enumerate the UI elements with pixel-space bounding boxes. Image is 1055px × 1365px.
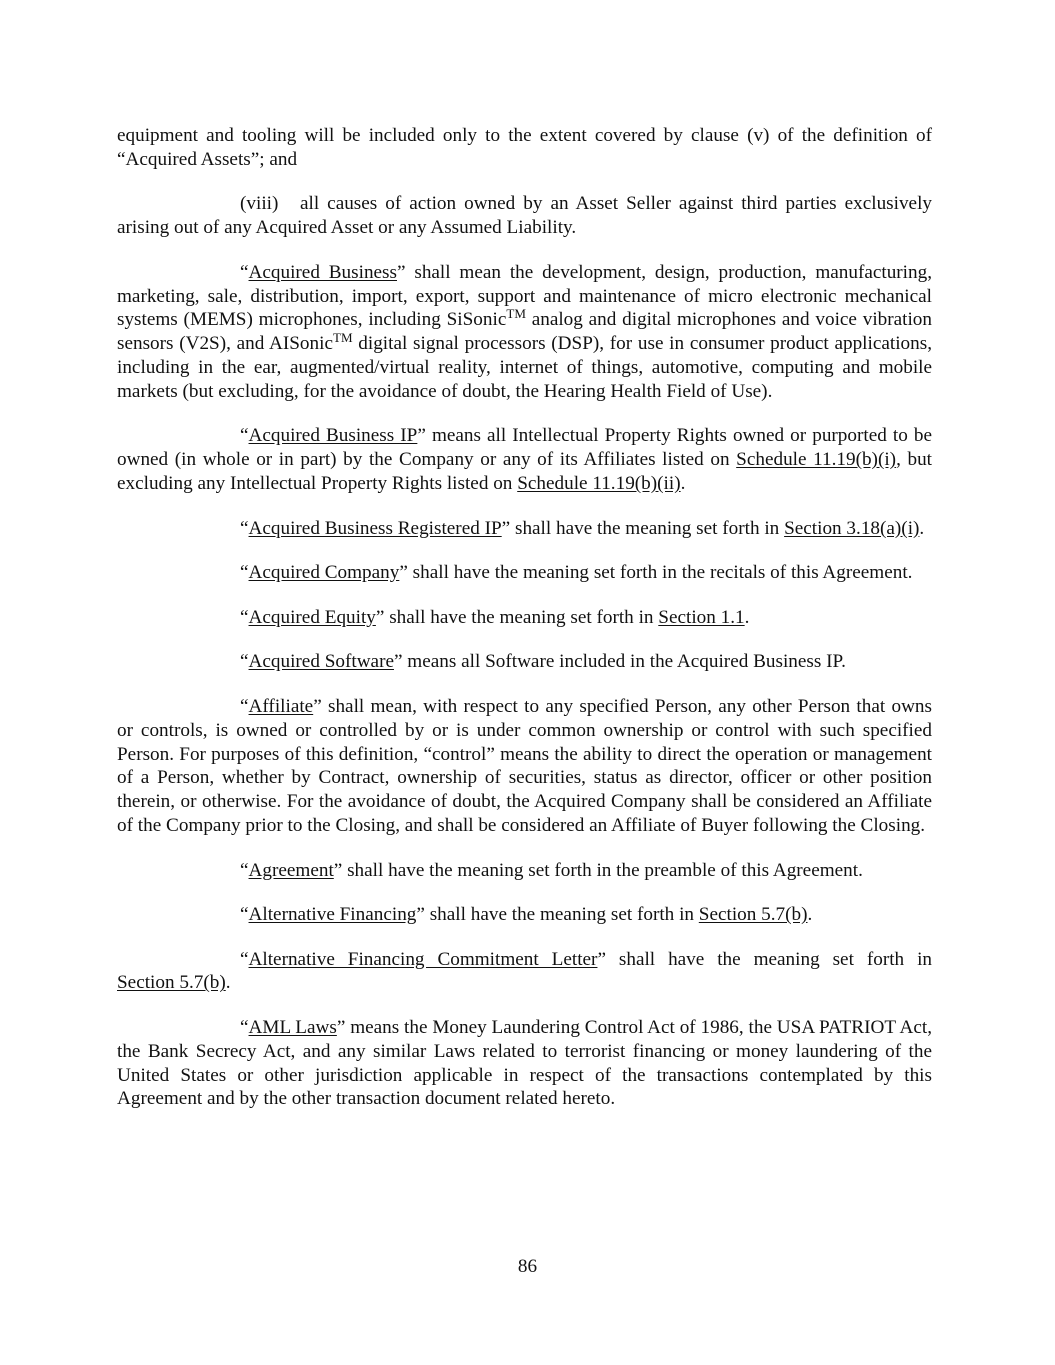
definition-acquired-business: “Acquired Business” shall mean the development, design, production, manufacturing, marketing, sale, distribution, import, export, support and maintenance of micro electronic mechanical systems (MEMS) microphones, including SiSonic™ analog and digital microphones and voice vibration sensors (V2S), and AISonic™ digital signal processors (DSP), for use in consumer product applications, including in the ear, augmented/virtual reality, internet of things, automotive, computing and mobile markets (but excluding, for the avoidance of doubt, the Hearing Health Field of Use).: [117, 261, 932, 402]
defined-term: Alternative Financing Commitment Letter: [248, 948, 598, 970]
definition-text: , but excluding any Intellectual Property Rights listed on: [117, 449, 932, 494]
definition-acquired-company: “Acquired Company” shall have the meaning set forth in the recitals of this Agreement.: [240, 562, 913, 584]
defined-term: Agreement: [248, 859, 334, 881]
definition-affiliate: “Affiliate” shall mean, with respect to any specified Person, any other Person that owns or controls, is owned or controlled by or is under common ownership or control with such specified Person. For purposes of this definition, “control” means the ability to direct the operation or management of a Person, whether by Contract, ownership of securities, status as director, officer or other position therein, or otherwise. For the avoidance of doubt, the Acquired Company shall be considered an Affiliate of the Company prior to the Closing, and shall be considered an Affiliate of Buyer following the Closing.: [117, 695, 932, 836]
definition-alternative-financing: “Alternative Financing” shall have the meaning set forth in Section 5.7(b).: [240, 904, 813, 926]
defined-term: AML Laws: [248, 1017, 337, 1039]
cross-reference: Section 1.1: [658, 606, 745, 628]
defined-term: Acquired Equity: [248, 606, 376, 628]
paragraph-clause-viii: [117, 192, 932, 240]
definition-text: analog and digital microphones and voice vibration sensors (V2S), and AISonic: [117, 309, 932, 355]
defined-term: Acquired Business IP: [248, 425, 418, 447]
cross-reference: Schedule 11.19(b)(i): [736, 449, 897, 471]
definition-acquired-business-registered-ip: “Acquired Business Registered IP” shall have the meaning set forth in Section 3.18(a)(i).: [240, 517, 925, 539]
defined-term: Acquired Company: [248, 562, 400, 584]
document-page: [117, 124, 932, 1111]
definition-acquired-software: “Acquired Software” means all Software included in the Acquired Business IP.: [240, 651, 846, 673]
definition-text: ” shall have the meaning set forth in: [416, 904, 699, 926]
defined-term: Acquired Business: [248, 261, 397, 283]
defined-term: Alternative Financing: [248, 904, 417, 926]
paragraph-text: all causes of action owned by an Asset Seller against third parties exclusively arising out of any Acquired Asset or any Assumed Liability.: [117, 193, 932, 239]
cross-reference: Section 5.7(b): [698, 904, 808, 926]
definition-acquired-business-ip: “Acquired Business IP” means all Intellectual Property Rights owned or purported to be owned (in whole or in part) by the Company or any of its Affiliates listed on Schedule 11.19(b)(i), but excluding any Intellectual Property Rights listed on Schedule 11.19(b)(ii).: [117, 425, 932, 494]
cross-reference: Section 3.18(a)(i): [784, 517, 920, 539]
definition-acquired-equity: “Acquired Equity” shall have the meaning set forth in Section 1.1.: [240, 606, 750, 628]
definition-text: ” means all Software included in the Acquired Business IP.: [393, 651, 846, 673]
definition-text: ” shall have the meaning set forth in: [501, 517, 785, 539]
defined-term: Affiliate: [248, 695, 314, 717]
definition-agreement: “Agreement” shall have the meaning set forth in the preamble of this Agreement.: [240, 859, 863, 881]
definition-aml-laws: “AML Laws” means the Money Laundering Control Act of 1986, the USA PATRIOT Act, the Bank Secrecy Act, and any similar Laws related to terrorist financing or money laundering of the United States or other jurisdiction applicable in respect of the transactions contemplated by this Agreement and by the other transaction document related hereto.: [117, 1017, 932, 1110]
definition-alternative-financing-commitment-letter: “Alternative Financing Commitment Letter” shall have the meaning set forth in Section 5.7(b).: [117, 948, 932, 994]
definition-text: digital signal processors (DSP), for use in consumer product applications, including in the ear, augmented/virtual reality, internet of things, automotive, computing and mobile markets (but excluding, for the avoidance of doubt, the Hearing Health Field of Use).: [117, 333, 932, 402]
page-number: 86: [517, 1256, 538, 1277]
cross-reference: Schedule 11.19(b)(ii): [517, 472, 681, 494]
definition-text: .: [919, 517, 925, 539]
cross-reference: Section 5.7(b): [117, 972, 226, 994]
definition-text: ” shall have the meaning set forth in the preamble of this Agreement.: [333, 859, 863, 881]
paragraph-text: equipment and tooling will be included only to the extent covered by clause (v) of the definition of “Acquired Assets”; and: [117, 125, 932, 170]
paragraph-continuation: [117, 124, 932, 172]
definition-text: ” shall have the meaning set forth in: [597, 948, 932, 970]
definition-text: .: [744, 606, 750, 628]
trademark-mark: TM: [506, 306, 526, 322]
definition-text: ” shall mean, with respect to any specified Person, any other Person that owns or controls, is owned or controlled by or is under common ownership or control with such specified Person. For purposes of this definition, “control” means the ability to direct the operation or management of a Person, whether by Contract, ownership of securities, status as director, officer or other position therein, or otherwise. For the avoidance of doubt, the Acquired Company shall be considered an Affiliate of the Company prior to the Closing, and shall be considered an Affiliate of Buyer following the Closing.: [117, 695, 932, 836]
definition-text: .: [807, 904, 813, 926]
clause-number: (viii): [240, 193, 279, 215]
defined-term: Acquired Software: [248, 651, 394, 673]
definition-text: .: [680, 472, 686, 494]
definition-text: .: [225, 972, 231, 994]
definition-text: ” shall have the meaning set forth in: [375, 606, 659, 628]
defined-term: Acquired Business Registered IP: [248, 517, 502, 539]
definition-text: ” means all Intellectual Property Rights owned or purported to be owned (in whole or in part) by the Company or any of its Affiliates listed on: [117, 425, 932, 471]
definition-text: ” shall have the meaning set forth in the recitals of this Agreement.: [399, 562, 913, 584]
trademark-mark: TM: [332, 330, 353, 345]
definition-text: ” means the Money Laundering Control Act of 1986, the USA PATRIOT Act, the Bank Secrecy Act, and any similar Laws related to terrorist financing or money laundering of the United States or other jurisdiction applicable in respect of the transactions contemplated by this Agreement and by the other transaction document related hereto.: [117, 1017, 932, 1110]
definition-text: ” shall mean the development, design, production, manufacturing, marketing, sale, distribution, import, export, support and maintenance of micro electronic mechanical systems (MEMS) microphones, including SiSonic: [117, 261, 932, 331]
